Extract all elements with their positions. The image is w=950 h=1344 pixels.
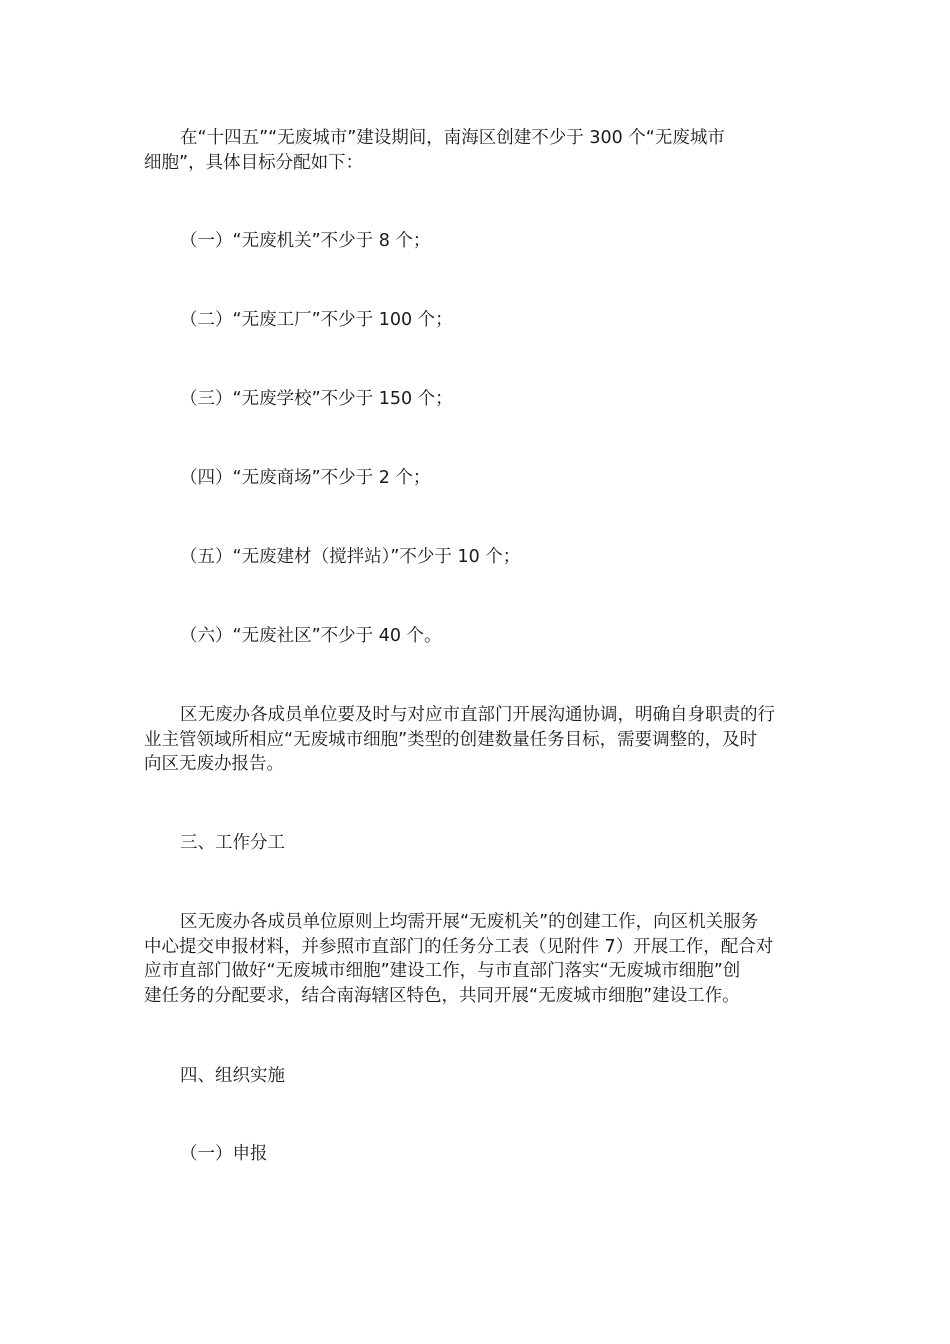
target-item-3: （三）“无废学校”不少于 150 个； <box>180 389 453 409</box>
section-3-line-2: 中心提交申报材料，并参照市直部门的任务分工表（见附件 7）开展工作，配合对 <box>144 936 774 957</box>
intro-line-1: 在“十四五”“无废城市”建设期间，南海区创建不少于 300 个“无废城市 <box>180 128 725 148</box>
section-3-heading: 三、工作分工 <box>180 833 285 853</box>
section-3-line-1: 区无废办各成员单位原则上均需开展“无废机关”的创建工作，向区机关服务 <box>180 912 759 932</box>
target-item-5: （五）“无废建材（搅拌站）”不少于 10 个； <box>180 547 521 567</box>
coordination-line-1: 区无废办各成员单位要及时与对应市直部门开展沟通协调，明确自身职责的行 <box>180 705 775 725</box>
target-item-1: （一）“无废机关”不少于 8 个； <box>180 231 431 251</box>
coordination-line-2: 业主管领域所相应“无废城市细胞”类型的创建数量任务目标，需要调整的，及时 <box>144 729 758 750</box>
target-item-6: （六）“无废社区”不少于 40 个。 <box>180 626 442 646</box>
target-item-2: （二）“无废工厂”不少于 100 个； <box>180 310 453 330</box>
target-item-4: （四）“无废商场”不少于 2 个； <box>180 468 431 488</box>
section-4-heading: 四、组织实施 <box>180 1066 285 1086</box>
section-3-paragraph <box>144 910 806 1008</box>
section-3-line-4: 建任务的分配要求，结合南海辖区特色，共同开展“无废城市细胞”建设工作。 <box>144 985 740 1006</box>
intro-line-2: 细胞”，具体目标分配如下： <box>144 152 364 173</box>
coordination-line-3: 向区无废办报告。 <box>144 754 284 774</box>
coordination-paragraph <box>144 703 806 777</box>
section-4-sub-1: （一）申报 <box>180 1144 268 1164</box>
intro-paragraph <box>144 126 806 175</box>
section-3-line-3: 应市直部门做好“无废城市细胞”建设工作，与市直部门落实“无废城市细胞”创 <box>144 961 741 981</box>
